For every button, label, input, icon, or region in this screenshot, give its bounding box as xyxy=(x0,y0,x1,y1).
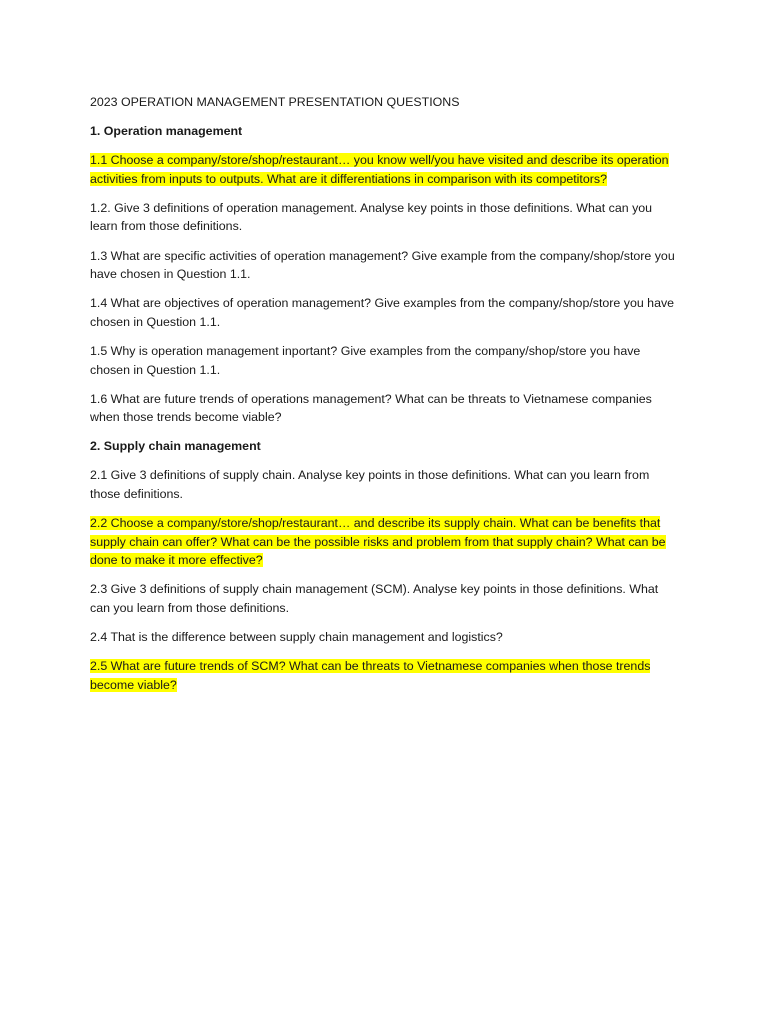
question-2-3: 2.3 Give 3 definitions of supply chain management (SCM). Analyse key points in those definitions. What can you learn from those definitions. xyxy=(90,582,659,615)
highlighted-text: 1.1 Choose a company/store/shop/restaurant… you know well/you have visited and describe its operation activities from inputs to outputs. What are it differentiations in comparison with its competitors? xyxy=(90,153,669,186)
document-page xyxy=(90,93,680,705)
question-1-1 xyxy=(90,151,680,188)
question-1-3: 1.3 What are specific activities of operation management? Give example from the company/shop/store you have chosen in Question 1.1. xyxy=(90,248,675,282)
highlighted-text: 2.2 Choose a company/store/shop/restaurant… and describe its supply chain. What can be benefits that supply chain can offer? What can be the possible risks and problem from that supply chain? What can be done to make it more effective? xyxy=(90,516,666,568)
document-title: 2023 OPERATION MANAGEMENT PRESENTATION QUESTIONS xyxy=(90,95,460,109)
highlighted-text: 2.5 What are future trends of SCM? What can be threats to Vietnamese companies when those trends become viable? xyxy=(90,659,651,692)
question-1-4: 1.4 What are objectives of operation management? Give examples from the company/shop/store you have chosen in Question 1.1. xyxy=(90,296,675,329)
question-2-2 xyxy=(90,514,680,570)
question-1-5: 1.5 Why is operation management inportant? Give examples from the company/shop/store you have chosen in Question 1.1. xyxy=(90,343,641,377)
question-2-4: 2.4 That is the difference between supply chain management and logistics? xyxy=(90,630,503,645)
question-1-6: 1.6 What are future trends of operations management? What can be threats to Vietnamese companies when those trends become viable? xyxy=(90,391,652,425)
question-2-1: 2.1 Give 3 definitions of supply chain. Analyse key points in those definitions. What can you learn from those definitions. xyxy=(90,468,650,501)
question-2-5 xyxy=(90,657,680,694)
question-1-2: 1.2. Give 3 definitions of operation management. Analyse key points in those definitions. What can you learn from those definitions. xyxy=(90,200,653,234)
section-heading-operation-management: 1. Operation management xyxy=(90,124,243,139)
section-heading-supply-chain-management: 2. Supply chain management xyxy=(90,439,261,454)
